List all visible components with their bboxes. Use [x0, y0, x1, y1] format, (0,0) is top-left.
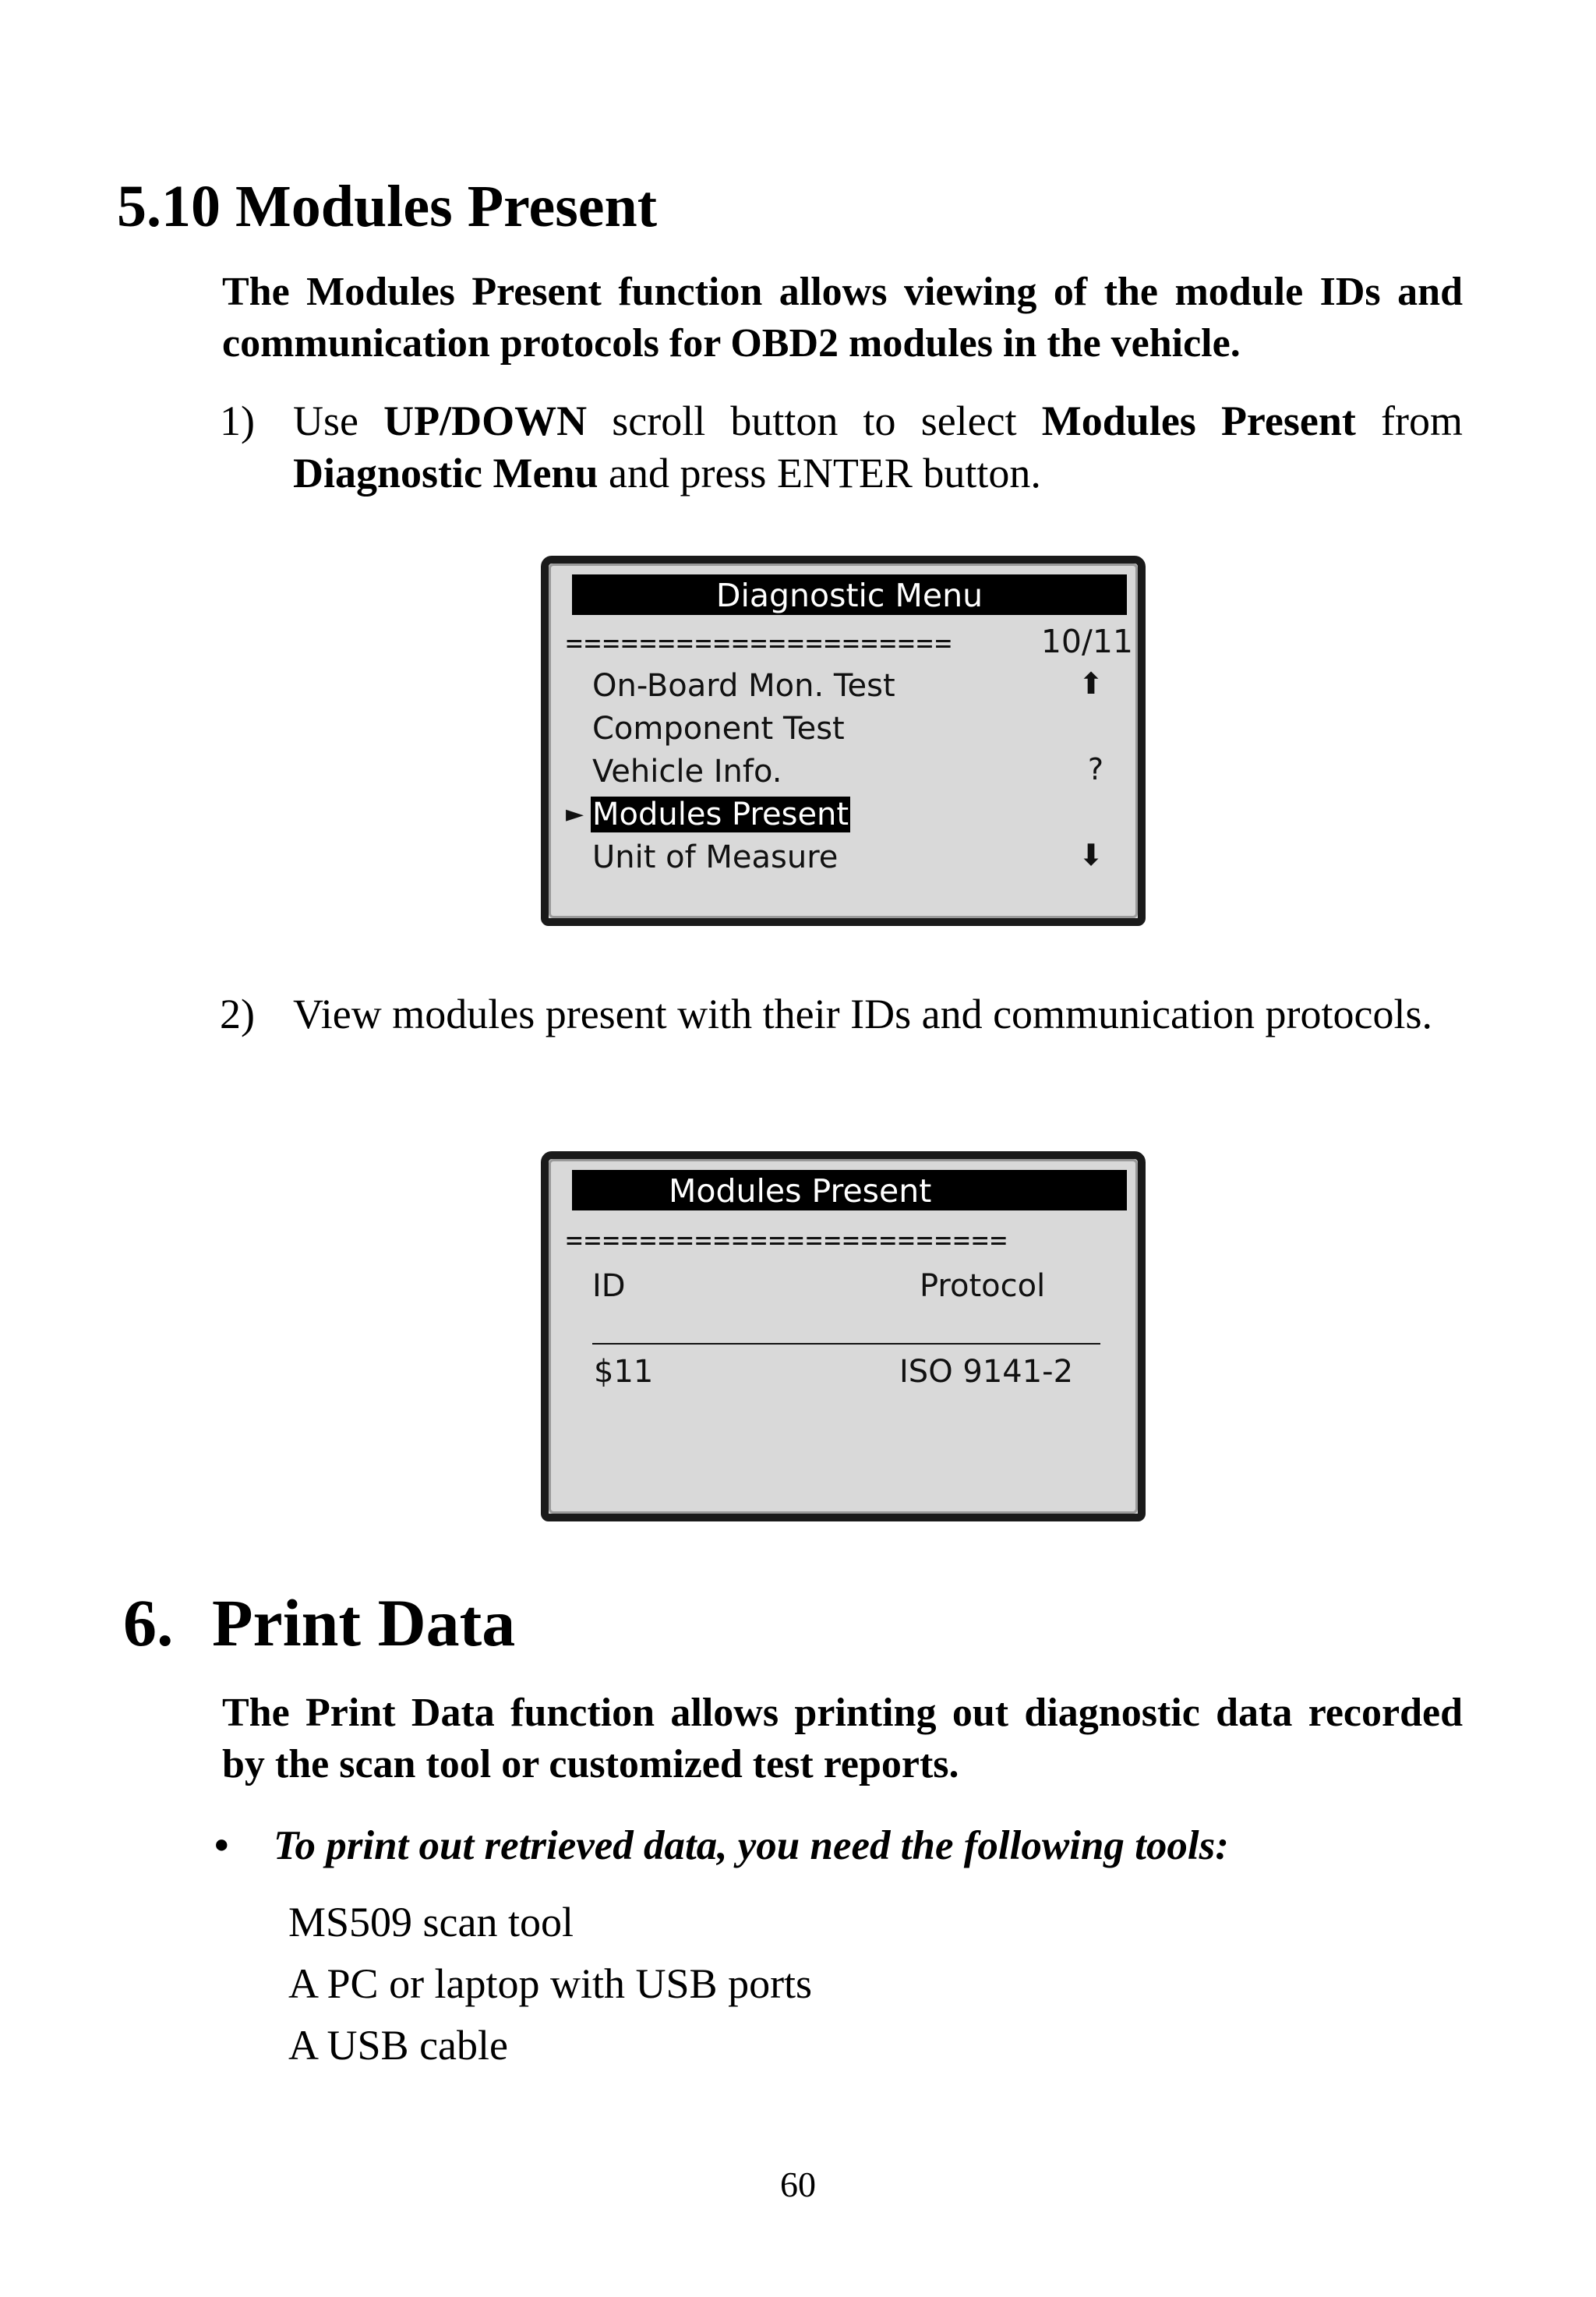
tool-item: MS509 scan tool [288, 1899, 574, 1945]
table-rule [592, 1343, 1100, 1345]
page-number: 60 [780, 2164, 816, 2204]
screen-divider: ===================== [566, 627, 954, 659]
module-protocol: ISO 9141-2 [899, 1354, 1074, 1390]
bullet-icon: • [214, 1823, 229, 1868]
screen-divider: ======================== [566, 1224, 1009, 1256]
step-number: 1) [220, 398, 255, 444]
column-header-protocol: Protocol [920, 1268, 1046, 1304]
column-header-id: ID [592, 1268, 626, 1304]
module-id: $11 [594, 1354, 654, 1390]
menu-item: Unit of Measure [592, 839, 839, 875]
tool-item: A USB cable [288, 2022, 508, 2069]
step-text: Use UP/DOWN scroll button to select Modules Present from Diagnostic Menu and press ENTER button. [293, 398, 1464, 497]
screen-title: Diagnostic Menu [572, 574, 1127, 615]
menu-item: Vehicle Info. [592, 754, 782, 790]
menu-item: Component Test [592, 711, 845, 747]
step-2 [220, 988, 1463, 1041]
menu-item: On-Board Mon. Test [592, 668, 895, 704]
step-number: 2) [220, 991, 255, 1037]
chapter-intro: The Print Data function allows printing out diagnostic data recorded by the scan tool or customized test reports. [222, 1691, 1463, 1786]
modules-present-screen [541, 1151, 1146, 1521]
help-icon: ? [1087, 752, 1103, 786]
bullet-item [214, 1822, 1229, 1869]
menu-item-selected: Modules Present [592, 797, 849, 832]
tool-item: A PC or laptop with USB ports [288, 1960, 813, 2007]
chapter-heading [123, 1584, 515, 1662]
bullet-text: To print out retrieved data, you need the following tools: [274, 1823, 1229, 1868]
chapter-number: 6. [123, 1585, 174, 1660]
scroll-down-icon: ⬇ [1079, 838, 1103, 872]
diagnostic-menu-screen [541, 556, 1146, 926]
step-text: View modules present with their IDs and communication protocols. [293, 991, 1432, 1037]
section-intro: The Modules Present function allows viewing of the module IDs and communication protocols for OBD2 modules in the vehicle. [222, 270, 1463, 366]
section-heading: 5.10 Modules Present [117, 174, 658, 239]
scroll-up-icon: ⬆ [1079, 666, 1103, 701]
step-1 [220, 395, 1463, 500]
screen-title: Modules Present [572, 1170, 1127, 1210]
page-counter: 10/11 [1040, 623, 1133, 660]
chapter-title: Print Data [212, 1585, 516, 1660]
selection-cursor-icon: ► [566, 800, 584, 828]
